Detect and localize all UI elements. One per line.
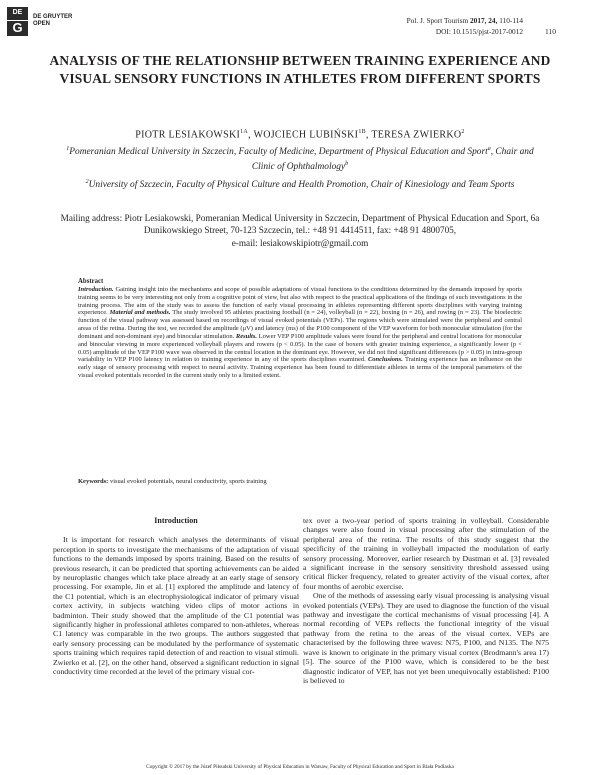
- journal-pages: 110-114: [499, 16, 523, 25]
- affiliation-text: Pomeranian Medical University in Szczecin, Faculty of Medicine, Department of Physical Education and Sport: [69, 147, 488, 158]
- abstract-results-text: Lower VEP P100 amplitude values were found for the peripheral and central locations for monocular and binocular viewing in more experienced volleyball players and rowers (p < 0.05). In the case of boxers with greater training experience, a significantly lower (p < 0.05) amplitude of the VEP P100 wave was observed in the central location in the dominant eye. However, we did not find significant differences (p > 0.05) in intra-group variability in VEP P100 latency in relation to training experience in any of the sports disciplines examined.: [78, 332, 522, 364]
- author-affiliation-mark: 1B: [358, 129, 366, 135]
- publisher-logo: [7, 7, 28, 36]
- abstract: [78, 278, 522, 380]
- author-affiliation-mark: 1A: [240, 129, 249, 135]
- author-list: PIOTR $LESIAKOWSKI^{1A}$, WOJCIECH $LUBIŃSKI^{1B}$, TERESA ZWIERKO$^2$: [135, 129, 465, 141]
- abstract-conclusions-label: Conclusions.: [367, 356, 403, 364]
- author-name: TERESA ZWIERKO: [371, 129, 462, 141]
- keywords: [78, 478, 522, 486]
- affiliation-mark: 2: [85, 179, 89, 185]
- page-number: 110: [545, 27, 556, 36]
- affiliation-2: [60, 176, 540, 191]
- abstract-methods-text: The study involved 95 athletes practising football (n = 24), volleyball (n = 22), boxing (n = 26), and rowing (n = 23). The bioelectric function of the visual pathway was assessed based on recordings of visual evoked potentials (VEPs). The regions which were stimulated were the peripheral and central areas of the retina. During the test, we recorded the amplitude (μV) and latency (ms) of the P100 component of the VEP waveform for both monocular stimulation (for the dominant and non-dominant eye) and binocular stimulation.: [78, 309, 522, 340]
- affiliation-1: [60, 143, 540, 173]
- mailing-address: [60, 212, 540, 249]
- affiliation-mark: a: [487, 146, 491, 152]
- body-paragraph: One of the methods of assessing early visual processing is analysing visual evoked potentials (VEPs). They are used to diagnose the function of the visual pathway and investigate the cortical mechanisms of visual processing [4]. A normal recording of VEPs reflects the functional integrity of the visual pathway from the retina to the areas of the visual cortex. VEPs are characterised by the following three waves: N75, P100, and N135. The N75 wave is known to originate in the primary visual cortex (Brodmann's area 17) [5]. The source of the P100 wave, which is considered to be the best diagnostic indicator of VEP, has not yet been unequivocally established: P100 is believed to: [303, 591, 549, 685]
- publisher-line2: OPEN: [33, 21, 51, 27]
- author-name: PIOTR LESIAKOWSKI: [135, 129, 241, 141]
- affiliation-text: University of Szczecin, Faculty of Physical Culture and Health Promotion, Chair of Kinesiology and Team Sports: [88, 180, 515, 191]
- logo-top-text: DE: [12, 9, 23, 16]
- affiliation-mark: b: [345, 161, 349, 168]
- publisher-line1: DE GRUYTER: [33, 14, 73, 20]
- mailing-text: Mailing address: Piotr Lesiakowski, Pomeranian Medical University in Szczecin, Department of Physical Education and Sport, 6a Dunikowskiego Street, 70-123 Szczecin, tel.: +48 91 4414511, fax: +48 91 4800705,: [60, 213, 540, 236]
- abstract-intro-label: Introduction.: [78, 285, 114, 293]
- email-link[interactable]: e-mail: lesiakowskipiotr@gmail.com: [231, 237, 369, 248]
- logo-bottom-text: G: [7, 20, 28, 35]
- affiliation-text: , Chair and Clinic of Ophthalmology: [251, 147, 534, 173]
- keywords-text: visual evoked potentials, neural conductivity, sports training: [108, 478, 267, 485]
- abstract-results-label: Results.: [235, 332, 258, 340]
- abstract-intro-text: Gaining insight into the mechanisms and scope of possible adaptations of visual functions to the conditions determined by the demands imposed by sports training seems to be very interesting not only from a cognitive point of view, but also with respect to the practical applications of the findings of such investigations in the training process. The aim of the study was to assess the function of early visual processing in athletes representing different sports disciplines with varying training experience.: [78, 285, 522, 317]
- journal-name: Pol. J. Sport Tourism: [406, 16, 469, 25]
- affiliation-mark: 1: [66, 146, 70, 152]
- section-heading-introduction: Introduction: [154, 516, 198, 525]
- abstract-heading: Abstract: [78, 278, 104, 285]
- journal-volume: 2017, 24,: [470, 16, 498, 25]
- author-affiliation-mark: 2: [461, 129, 465, 135]
- author-name: WOJCIECH LUBIŃSKI: [253, 129, 359, 141]
- body-column-left: [53, 516, 299, 677]
- paper-title: ANALYSIS OF THE RELATIONSHIP BETWEEN TRAINING EXPERIENCE AND VISUAL SENSORY FUNCTIONS IN ATHLETES FROM DIFFERENT SPORTS: [49, 53, 551, 86]
- body-paragraph: tex over a two-year period of sports training in volleyball. Considerable changes were also found in visual processing after the stimulation of the peripheral area of the retina. The results of this study suggest that the specificity of the training in volleyball impacted the modulation of early sensory processing. Moreover, earlier research by Dustman et al. [3] revealed a significant increase in the sensory sensitivity threshold assessed using critical flicker frequency, related to greater activity of the visual cortex, after four months of aerobic exercise.: [303, 516, 549, 591]
- copyright-footer: Copyright © 2017 by the Józef Piłsudski University of Physical Education in Warsaw, Faculty of Physical Education and Sport in Biała Podlaska: [146, 764, 454, 770]
- keywords-label: Keywords:: [78, 478, 109, 485]
- doi[interactable]: DOI: 10.1515/pjst-2017-0012: [435, 27, 523, 36]
- abstract-methods-label: Material and methods.: [109, 309, 171, 317]
- journal-reference: [407, 16, 523, 25]
- body-paragraph: It is important for research which analyses the determinants of visual perception in sports to investigate the mechanisms of the adaptation of visual functions to the demands imposed by sports training. Based on the results of previous research, it can be predicted that sporting achievements can be aided by neuroplastic changes which take place already at an early stage of sensory processing. For example, Jin et al. [1] explored the amplitude and latency of the C1 potential, which is an electrophysiological indicator of primary visual cortex activity, in subjects watching video clips of motor actions in badminton. Their study showed that the amplitude of the C1 potential was significantly higher in professional athletes compared to non-athletes, whereas C1 latency was comparable in the two groups. The authors suggested that early sensory processing can be modulated by the performance of systematic sports training which requires rapid detection of and reaction to visual stimuli. Zwierko et al. [2], on the other hand, observed a significant reduction in signal conductivity time recorded at the level of the primary visual cor-: [53, 535, 299, 677]
- body-column-right: [303, 516, 549, 685]
- abstract-conclusions-text: Training experience has an influence on the early stage of sensory processing with respect to neural activity. Training experience has been found to differentiate athletes in terms of the temporal parameters of the visual evoked potentials recorded in the current study only to a limited extent.: [78, 356, 523, 380]
- publisher-name: [33, 14, 72, 28]
